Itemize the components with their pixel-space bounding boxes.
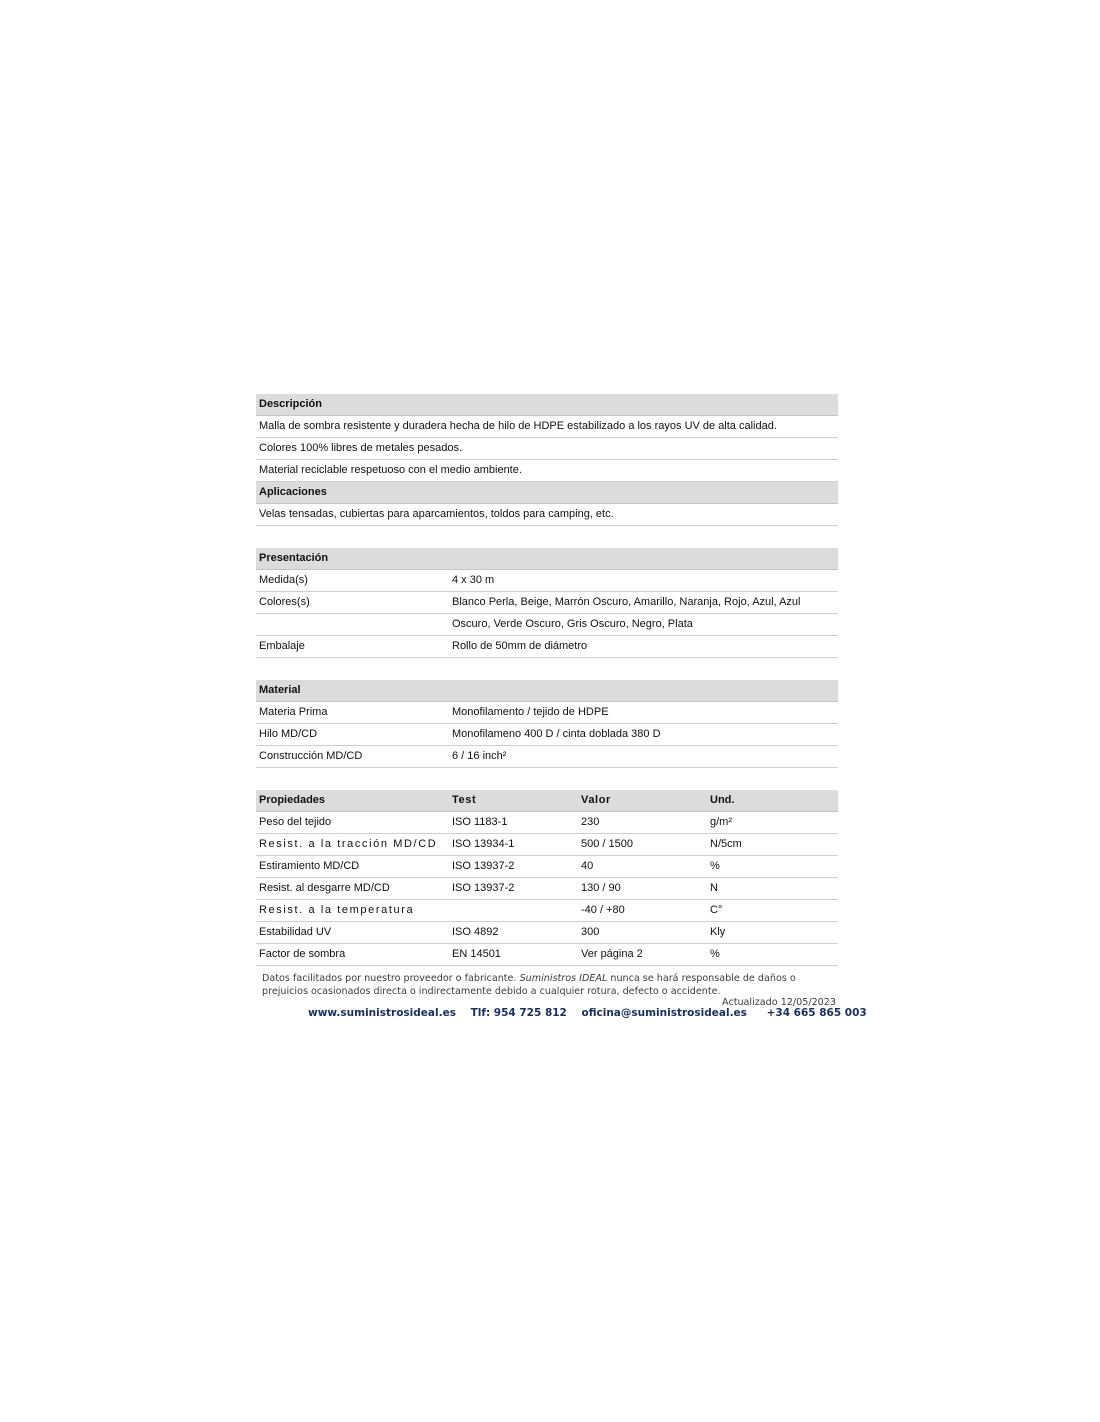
prop-test: ISO 13937-2: [452, 882, 515, 894]
prop-unit: N/5cm: [710, 838, 742, 850]
prop-name: Estiramiento MD/CD: [259, 860, 360, 872]
prop-unit: Kly: [710, 926, 726, 938]
email-link[interactable]: oficina@suministrosideal.es: [581, 1007, 747, 1019]
prop-test: ISO 13937-2: [452, 860, 515, 872]
row-text: Material reciclable respetuoso con el medio ambiente.: [259, 464, 522, 476]
contact-line: [308, 1007, 878, 1019]
table-row: [256, 702, 838, 724]
website-link[interactable]: www.suministrosideal.es: [308, 1007, 456, 1019]
table-row: [256, 944, 838, 966]
prop-value: 300: [581, 926, 600, 938]
disclaimer-pre: Datos facilitados por nuestro proveedor o fabricante.: [262, 973, 520, 984]
updated-date: Actualizado 12/05/2023: [722, 997, 836, 1008]
prop-value: 40: [581, 860, 594, 872]
col-header-propiedades: Propiedades: [259, 794, 326, 806]
row-value: Monofilameno 400 D / cinta doblada 380 D: [452, 728, 661, 740]
prop-name: Resist. al desgarre MD/CD: [259, 882, 390, 894]
table-row: [256, 834, 838, 856]
prop-unit: %: [710, 860, 720, 872]
row-text: Colores 100% libres de metales pesados.: [259, 442, 463, 454]
prop-unit: g/m²: [710, 816, 732, 828]
row-text: Velas tensadas, cubiertas para aparcamientos, toldos para camping, etc.: [259, 508, 614, 520]
table-row: [256, 570, 838, 592]
section-gap: [256, 658, 838, 680]
disclaimer-post: nunca se hará responsable de daños o prejuicios ocasionados directa o indirectamente debido a cualquier rotura, defecto o accidente.: [262, 973, 796, 997]
prop-unit: C°: [710, 904, 723, 916]
prop-name: Resist. a la tracción MD/CD: [259, 838, 438, 850]
section-aplicaciones: [256, 482, 838, 526]
row-text: Malla de sombra resistente y duradera hecha de hilo de HDPE estabilizado a los rayos UV de alta calidad.: [259, 420, 777, 432]
text-row: [256, 504, 838, 526]
row-value: 4 x 30 m: [452, 574, 495, 586]
table-row: [256, 900, 838, 922]
prop-test: ISO 13934-1: [452, 838, 515, 850]
prop-name: Peso del tejido: [259, 816, 332, 828]
col-header-valor: Valor: [581, 794, 611, 806]
prop-test: ISO 1183-1: [452, 816, 508, 828]
table-row: [256, 724, 838, 746]
section-header: [256, 680, 838, 702]
header-label: Material: [259, 684, 301, 696]
table-row: [256, 812, 838, 834]
prop-value: 130 / 90: [581, 882, 621, 894]
prop-value: Ver página 2: [581, 948, 643, 960]
table-row: [256, 746, 838, 768]
section-descripcion: [256, 394, 838, 482]
prop-unit: N: [710, 882, 718, 894]
row-value: Blanco Perla, Beige, Marrón Oscuro, Amarillo, Naranja, Rojo, Azul, Azul: [452, 596, 801, 608]
table-row: [256, 636, 838, 658]
text-row: [256, 460, 838, 482]
row-label: Embalaje: [259, 640, 305, 652]
table-row: [256, 614, 838, 636]
prop-unit: %: [710, 948, 720, 960]
col-header-test: Test: [452, 794, 477, 806]
table-header: [256, 790, 838, 812]
row-label: Construcción MD/CD: [259, 750, 363, 762]
prop-value: -40 / +80: [581, 904, 625, 916]
mobile-number: +34 665 865 003: [766, 1007, 867, 1019]
section-header: [256, 548, 838, 570]
table-row: [256, 922, 838, 944]
prop-value: 500 / 1500: [581, 838, 633, 850]
disclaimer-brand: Suministros IDEAL: [519, 973, 608, 984]
row-label: Medida(s): [259, 574, 308, 586]
section-presentacion: [256, 548, 838, 658]
row-value: Oscuro, Verde Oscuro, Gris Oscuro, Negro, Plata: [452, 618, 693, 630]
section-gap: [256, 768, 838, 790]
section-header: [256, 394, 838, 416]
table-row: [256, 592, 838, 614]
section-propiedades: [256, 790, 838, 966]
header-label: Presentación: [259, 552, 329, 564]
section-material: [256, 680, 838, 768]
row-value: Monofilamento / tejido de HDPE: [452, 706, 609, 718]
prop-test: EN 14501: [452, 948, 501, 960]
row-label: Colores(s): [259, 596, 310, 608]
disclaimer-text: [262, 973, 834, 998]
row-value: Rollo de 50mm de diámetro: [452, 640, 588, 652]
prop-name: Factor de sombra: [259, 948, 346, 960]
table-row: [256, 856, 838, 878]
prop-value: 230: [581, 816, 600, 828]
header-label: Descripción: [259, 398, 322, 410]
prop-name: Resist. a la temperatura: [259, 904, 415, 916]
row-label: Hilo MD/CD: [259, 728, 318, 740]
text-row: [256, 438, 838, 460]
header-label: Aplicaciones: [259, 486, 327, 498]
col-header-und: Und.: [710, 794, 735, 806]
text-row: [256, 416, 838, 438]
row-label: Materia Prima: [259, 706, 328, 718]
prop-test: ISO 4892: [452, 926, 499, 938]
row-value: 6 / 16 inch²: [452, 750, 507, 762]
section-gap: [256, 526, 838, 548]
section-header: [256, 482, 838, 504]
datasheet: [256, 394, 838, 966]
phone-number: Tlf: 954 725 812: [470, 1007, 567, 1019]
prop-name: Estabilidad UV: [259, 926, 332, 938]
table-row: [256, 878, 838, 900]
